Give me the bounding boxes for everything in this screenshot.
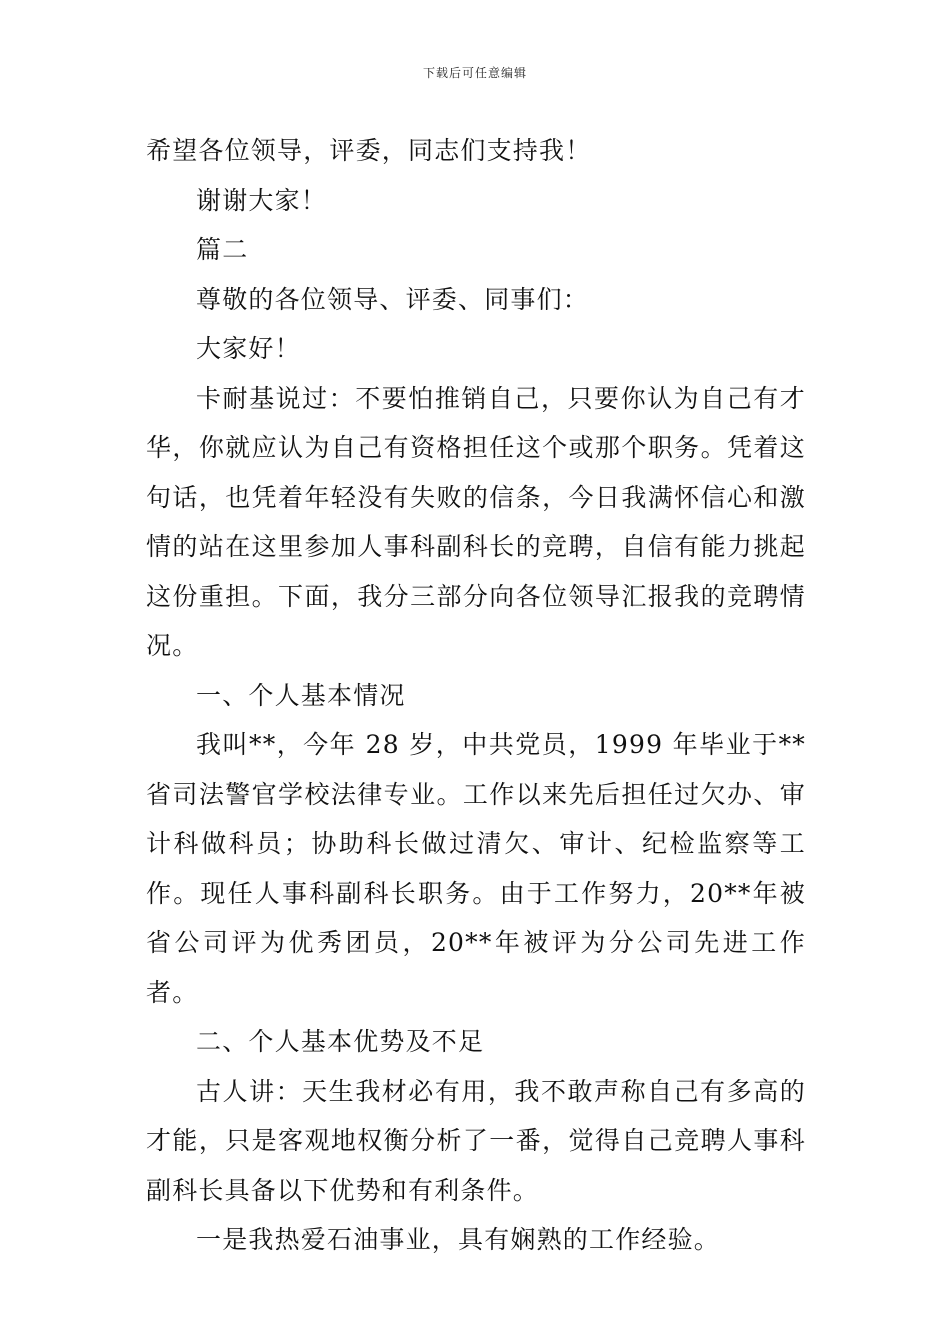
paragraph-closing-wish: 希望各位领导，评委，同志们支持我！ [146,136,592,165]
paragraph-greeting: 大家好！ [196,334,301,363]
paragraph-strength-one: 一是我热爱石油事业，具有娴熟的工作经验。 [196,1225,721,1254]
paragraph-introduction: 卡耐基说过：不要怕推销自己，只要你认为自己有才华，你就应认为自己有资格担任这个或那个职务。凭着这句话，也凭着年轻没有失败的信条，今日我满怀信心和激情的站在这里参加人事科副科长的竞聘，自信有能力挑起这份重担。下面，我分三部分向各位领导汇报我的竞聘情况。 [146,383,806,660]
paragraph-strengths-intro: 古人讲：天生我材必有用，我不敢声称自己有多高的才能，只是客观地权衡分析了一番，觉得自己竞聘人事科副科长具备以下优势和有利条件。 [146,1076,806,1205]
heading-basic-info: 一、个人基本情况 [196,680,406,710]
document-body [146,126,806,1265]
paragraph-thanks: 谢谢大家！ [196,185,328,215]
paragraph-salutation: 尊敬的各位领导、评委、同事们： [196,284,590,314]
section-title-part-two: 篇二 [196,235,249,264]
paragraph-basic-info: 我叫**，今年 28 岁，中共党员，1999 年毕业于**省司法警官学校法律专业。工作以来先后担任过欠办、审计科做科员；协助科长做过清欠、审计、纪检监察等工作。现任人事科副科长职务。由于工作努力，20**年被省公司评为优秀团员，20**年被评为分公司先进工作者。 [146,730,806,1007]
page-header-note: 下载后可任意编辑 [422,66,527,80]
heading-strengths: 二、个人基本优势及不足 [196,1027,485,1056]
